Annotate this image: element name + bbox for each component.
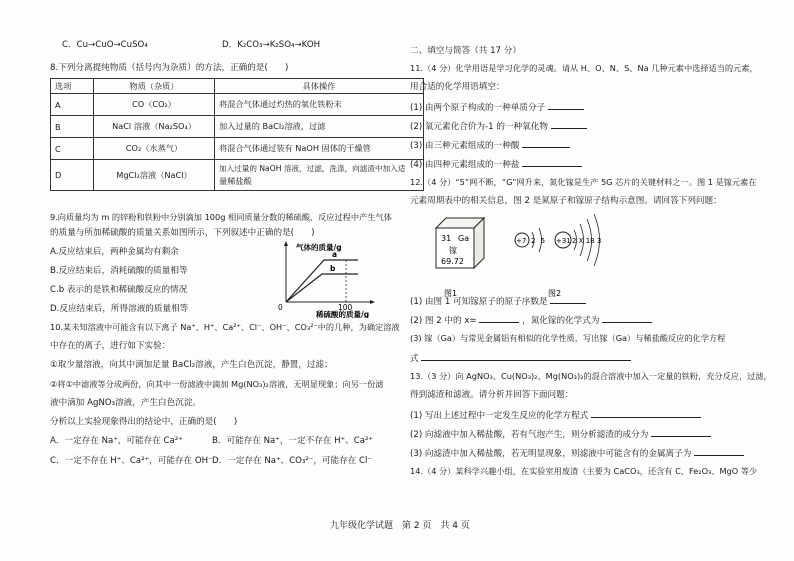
- answer-blank[interactable]: [421, 352, 631, 361]
- q9-graph: [272, 238, 382, 318]
- row-operation-line1: 加入过量的 NaOH 溶液，过滤，洗涤，向滤渣中加入适: [219, 164, 406, 173]
- q10-line3: ①取少量溶液，向其中滴加足量 BaCl₂溶液，产生白色沉淀，静置，过滤；: [50, 360, 333, 370]
- curve-a-label: a: [332, 250, 338, 259]
- n-nucleus-charge: +7: [516, 237, 527, 245]
- answer-blank[interactable]: [651, 428, 711, 437]
- ga-shell-electrons: 2 X 18 3: [572, 237, 602, 245]
- q11-part3: [410, 139, 570, 152]
- atomic-number: 31: [441, 234, 452, 243]
- q13-part3: [410, 447, 744, 460]
- y-axis-label: 气体的质量/g: [296, 243, 342, 252]
- x-tick-100: 100: [338, 303, 353, 312]
- nitrogen-atom-diagram: [515, 228, 547, 252]
- row-operation: 将混合气体通过灼热的氧化铁粉末: [215, 94, 424, 116]
- answer-blank[interactable]: [522, 158, 582, 167]
- q12-part2a-text: (2) 图 2 中的 x=: [410, 316, 477, 326]
- table-row: [51, 138, 424, 160]
- q8-table-header: [51, 79, 424, 94]
- figure1-caption: 图1: [444, 289, 458, 298]
- q8-table: [50, 78, 424, 191]
- row-option: C: [51, 138, 94, 160]
- row-operation: 加入过量的 BaCl₂溶液，过滤: [215, 116, 424, 138]
- row-option: B: [51, 116, 94, 138]
- row-substance: CO（CO₂）: [94, 94, 215, 116]
- q13-part1-text: (1) 写出上述过程中一定发生反应的化学方程式: [410, 411, 589, 421]
- q7-option-c: C．Cu→CuO→CuSO₄: [62, 40, 148, 50]
- q9-option-a: A.反应结束后，两种金属均有剩余: [50, 247, 179, 257]
- answer-blank[interactable]: [551, 120, 587, 129]
- q12-part1-text: (1) 由图 1 可知镓原子的原子序数是: [410, 297, 548, 307]
- origin-label: 0: [278, 303, 283, 312]
- q10-option-c: C．一定不存在 H⁺、Ca²⁺，可能存在 OH⁻: [50, 456, 213, 466]
- curve-b-label: b: [330, 264, 336, 273]
- q10-line5: 液中滴加 AgNO₃溶液，产生白色沉淀。: [50, 398, 202, 408]
- q12-figure1: [432, 216, 492, 300]
- q12-part1: [410, 295, 586, 308]
- q13-part3-text: (3) 向滤渣中加入稀盐酸，若无明显现象，则滤液中可能含有的金属离子为: [410, 449, 692, 459]
- q9-option-b: B.反应结束后，消耗硫酸的质量相等: [50, 266, 188, 276]
- q10-line1: 10.某未知溶液中可能含有以下离子 Na⁺、H⁺、Ca²⁺、Cl⁻、OH⁻、CO₃²⁻中的几种，为确定溶液: [50, 322, 400, 332]
- element-symbol: Ga: [458, 234, 470, 243]
- q12-part3b: [410, 352, 631, 365]
- q9-option-d: D.反应结束后，所得溶液的质量相等: [50, 304, 189, 314]
- q7-option-d: D．K₂CO₃→K₂SO₄→KOH: [222, 40, 321, 50]
- q11-part1-text: (1) 由两个原子构成的一种单质分子: [410, 103, 546, 113]
- q13-line2: 得到滤渣和滤液。请分析并回答下面问题：: [410, 390, 574, 400]
- row-option: D: [51, 160, 94, 191]
- q11-part4-text: (4) 由四种元素组成的一种盐: [410, 160, 520, 170]
- figure2-caption: 图2: [548, 289, 562, 298]
- header-substance: 物质（杂质）: [94, 79, 215, 94]
- q10-option-d: D．一定存在 Na⁺、CO₃²⁻，可能存在 Cl⁻: [212, 456, 372, 466]
- q13-part1: [410, 409, 701, 422]
- q10-line6: 分析以上实验现象得出的结论中，正确的是( ): [50, 417, 238, 427]
- q8-stem: 8.下列分离提纯物质（括号内为杂质）的方法，正确的是( ): [50, 63, 289, 73]
- answer-blank[interactable]: [522, 139, 570, 148]
- q12-part2b-text: ，氮化镓的化学式为: [522, 316, 600, 326]
- atomic-mass: 69.72: [441, 257, 464, 266]
- row-substance: NaCl 溶液（Na₂SO₄）: [94, 116, 215, 138]
- q11-part4: [410, 158, 582, 171]
- curve-a: [286, 260, 358, 302]
- row-operation: [215, 160, 424, 191]
- answer-blank[interactable]: [479, 314, 519, 323]
- q11-part2: [410, 120, 587, 133]
- q13-part2: [410, 428, 711, 441]
- q10-line2: 中存在的离子，进行如下实验：: [50, 341, 171, 351]
- n-shell-electrons: 2 5: [531, 237, 547, 245]
- header-operation: 具体操作: [215, 79, 424, 94]
- q9-line1: 9.向质量均为 m 的锌粉和铁粉中分别滴加 100g 相同质量分数的稀硫酸，反应过程中产生气体: [50, 212, 392, 222]
- answer-blank[interactable]: [694, 447, 744, 456]
- row-substance: CO₂（水蒸气）: [94, 138, 215, 160]
- answer-blank[interactable]: [602, 314, 652, 323]
- q11-line1: 11.（4 分）化学用语是学习化学的灵魂。请从 H、O、N、S、Na 几种元素中选择适当的元素，: [410, 63, 758, 73]
- q12-line1: 12.（4 分）“5”网不断，“G”网升来，氮化镓是生产 5G 芯片的关键材料之一。图 1 是镓元素在: [410, 177, 757, 187]
- answer-blank[interactable]: [550, 295, 586, 304]
- answer-blank[interactable]: [548, 101, 584, 110]
- x-axis-label: 稀硫酸的质量/g: [316, 310, 370, 318]
- header-option: 选项: [51, 79, 94, 94]
- page-footer: 九年级化学试题 第 2 页 共 4 页: [330, 521, 470, 531]
- x-axis-arrow-icon: [370, 300, 375, 304]
- table-row: [51, 160, 424, 191]
- q9-option-c: C.b 表示的是铁和稀硫酸反应的情况: [50, 285, 188, 295]
- q10-option-b: B．可能存在 Na⁺，一定不存在 H⁺、Ca²⁺: [212, 436, 373, 446]
- section2-title: 二、填空与简答（共 17 分）: [410, 46, 521, 56]
- q12-figure2: [508, 212, 608, 302]
- q14-line1: 14.（4 分）某科学兴趣小组，在实验室用废渣（主要为 CaCO₃，还含有 C、Fe₂O₃、MgO 等少: [410, 466, 758, 476]
- q12-part2: [410, 314, 652, 327]
- q12-line2: 元素周期表中的相关信息，图 2 是氮原子和镓原子结构示意图。请回答下列问题：: [410, 196, 722, 206]
- answer-blank[interactable]: [591, 409, 701, 418]
- row-substance: MgCl₂溶液（NaCl）: [94, 160, 215, 191]
- y-axis-arrow-icon: [284, 241, 288, 246]
- q11-part3-text: (3) 由三种元素组成的一种酸: [410, 141, 520, 151]
- table-row: [51, 116, 424, 138]
- q11-part1: [410, 101, 584, 114]
- row-operation: 将混合气体通过装有 NaOH 固体的干燥管: [215, 138, 424, 160]
- q13-line1: 13.（3 分）向 AgNO₃、Cu(NO₃)₂、Mg(NO₃)₂的混合溶液中加入一定量的铁粉，充分反应，过滤，: [410, 371, 772, 381]
- q10-line4: ②将①中滤液等分成两份，向其中一份滤液中滴加 Mg(NO₃)₂溶液，无明显现象；向另一份滤: [50, 379, 384, 389]
- gallium-atom-diagram: [555, 214, 601, 266]
- q12-part3a: (3) 镓（Ga）与常见金属铝有相似的化学性质，写出镓（Ga）与稀盐酸反应的化学方程: [410, 333, 726, 343]
- table-row: [51, 94, 424, 116]
- q12-part3b-text: 式: [410, 354, 419, 364]
- q11-line2: 用合适的化学用语填空：: [410, 82, 505, 92]
- q11-part2-text: (2) 氧元素化合价为-1 的一种氧化物: [410, 122, 548, 132]
- ga-nucleus-charge: +31: [556, 237, 571, 245]
- q13-part2-text: (2) 向滤液中加入稀盐酸，若有气泡产生，则分析滤渣的成分为: [410, 430, 649, 440]
- row-operation-line2: 量稀盐酸: [219, 176, 252, 186]
- curve-b: [286, 274, 358, 302]
- element-name: 镓: [449, 246, 457, 255]
- row-option: A: [51, 94, 94, 116]
- q9-line2: 的质量与所加稀硫酸的质量关系如图所示，下列叙述中正确的是( ): [50, 228, 315, 238]
- q10-option-a: A．一定存在 Na⁺，可能存在 Ca²⁺: [50, 436, 183, 446]
